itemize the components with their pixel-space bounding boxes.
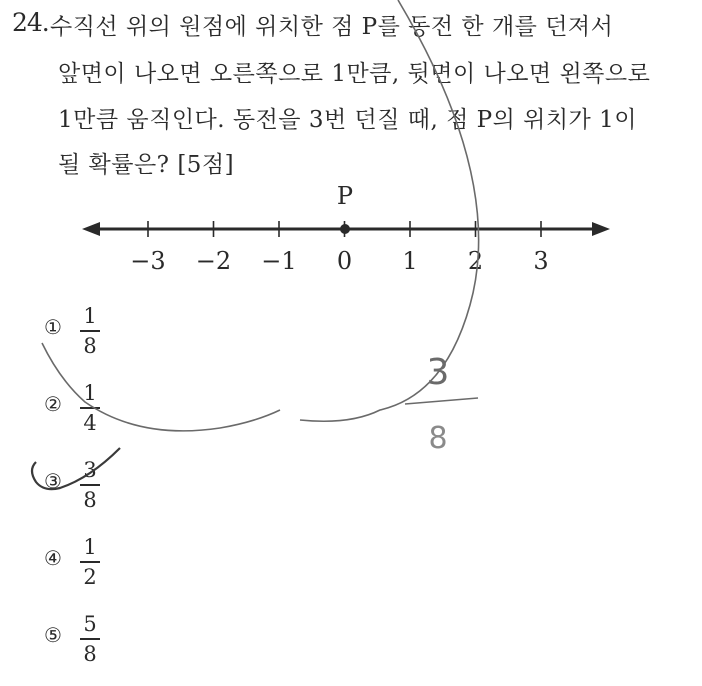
handwritten-fraction-bar xyxy=(405,398,478,404)
fraction-bar xyxy=(80,638,100,640)
pencil-arc-lower xyxy=(42,343,280,431)
choice-fraction xyxy=(80,380,100,436)
number-line-tick-label: 3 xyxy=(533,247,549,275)
denominator: 8 xyxy=(83,334,97,358)
handwritten-denominator: 8 xyxy=(428,421,448,456)
fraction-bar xyxy=(80,561,100,563)
number-line-tick-label: −2 xyxy=(195,247,232,275)
question-line-4: 될 확률은? [5점] xyxy=(58,152,235,178)
fraction-bar xyxy=(80,407,100,409)
number-line-tick-label: 1 xyxy=(402,247,418,275)
denominator: 8 xyxy=(83,488,97,512)
choice-mark: ⑤ xyxy=(44,623,62,647)
choice-fraction xyxy=(80,534,100,590)
numerator: 1 xyxy=(83,304,97,328)
handwritten-numerator: 3 xyxy=(426,352,450,393)
choice-mark: ② xyxy=(44,392,62,416)
question-line-2: 앞면이 나오면 오른쪽으로 1만큼, 뒷면이 나오면 왼쪽으로 xyxy=(58,61,651,87)
choice-fraction xyxy=(80,303,100,359)
numerator: 1 xyxy=(83,381,97,405)
right-arrow-icon xyxy=(592,222,610,236)
question-line-1: 수직선 위의 원점에 위치한 점 P를 동전 한 개를 던져서 xyxy=(50,14,614,40)
number-line-tick-label: 0 xyxy=(336,247,353,275)
choice-mark: ① xyxy=(44,315,62,339)
numerator: 3 xyxy=(83,458,97,482)
denominator: 8 xyxy=(83,642,97,666)
choice-fraction xyxy=(80,611,100,667)
question-line-3: 1만큼 움직인다. 동전을 3번 던질 때, 점 P의 위치가 1이 xyxy=(58,107,637,133)
denominator: 4 xyxy=(83,411,97,435)
fraction-bar xyxy=(80,330,100,332)
choice-mark: ④ xyxy=(44,546,62,570)
point-p-dot xyxy=(340,224,350,234)
numerator: 5 xyxy=(83,612,97,636)
fraction-bar xyxy=(80,484,100,486)
point-p-label: P xyxy=(336,182,354,210)
number-line-tick-label: −1 xyxy=(261,247,297,275)
choice-mark: ③ xyxy=(44,469,62,493)
number-line xyxy=(0,0,702,300)
denominator: 2 xyxy=(83,565,97,589)
number-line-tick-label: 2 xyxy=(467,247,484,275)
numerator: 1 xyxy=(83,535,97,559)
question-number: 24. xyxy=(12,8,49,37)
choice-fraction xyxy=(80,457,100,513)
left-arrow-icon xyxy=(82,222,100,236)
number-line-tick-label: −3 xyxy=(130,247,166,275)
